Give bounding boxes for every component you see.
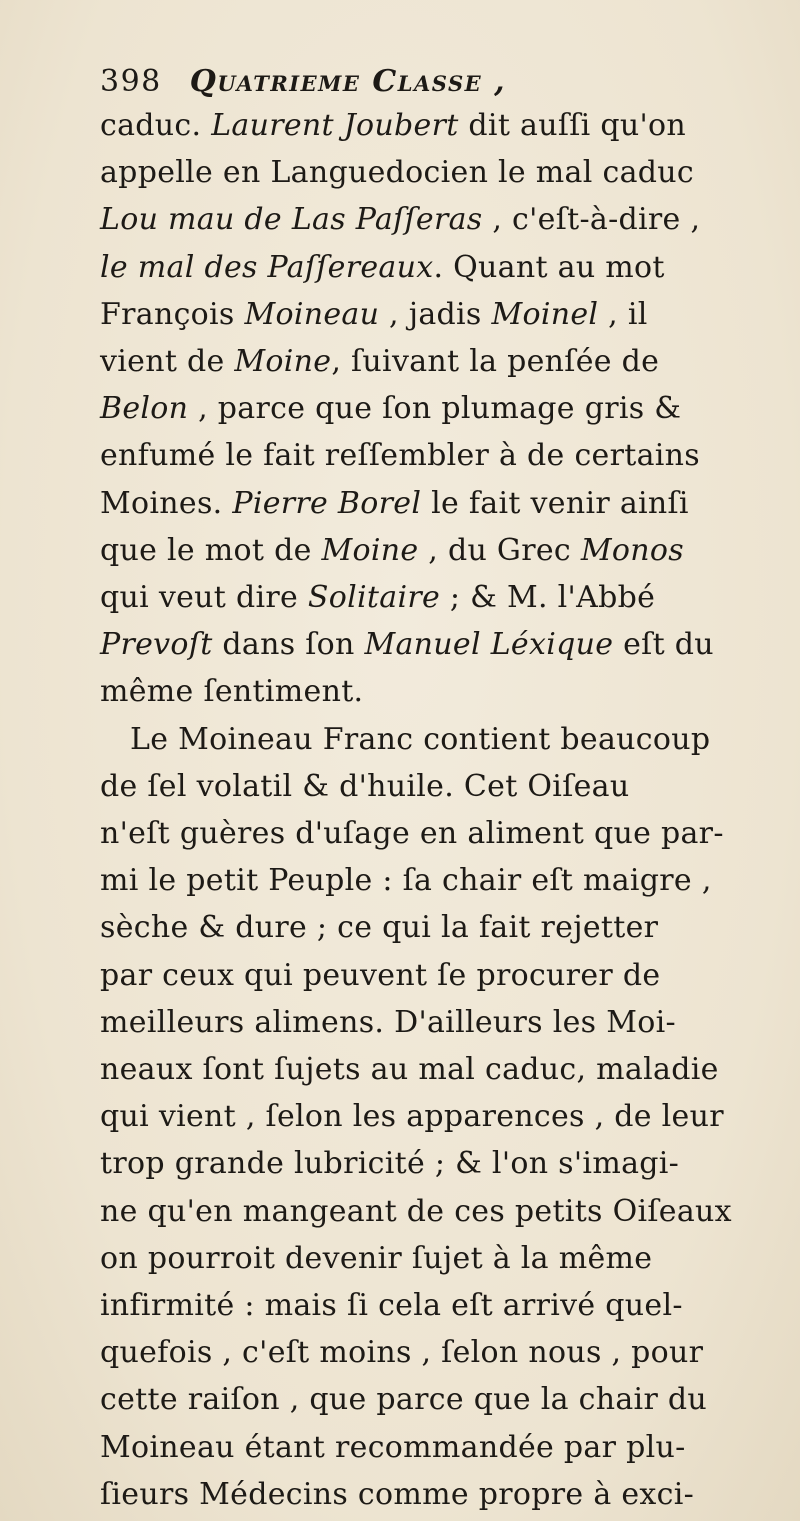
text-line xyxy=(100,861,712,901)
running-head-title: Quatrieme Classe , xyxy=(189,64,507,99)
text-run: ſieurs Médecins comme propre à exci- xyxy=(100,1476,695,1512)
text-line xyxy=(100,248,665,288)
text-run: n'eſt guères d'uſage en aliment que par- xyxy=(100,816,724,851)
text-line xyxy=(100,484,689,524)
italic-text: Moine xyxy=(321,532,419,568)
text-line xyxy=(100,1192,732,1232)
text-line xyxy=(100,106,686,146)
text-run: , ſuivant la penſée de xyxy=(331,344,660,379)
text-line xyxy=(100,295,648,335)
text-line xyxy=(100,436,700,476)
italic-text: Moineau xyxy=(244,296,380,332)
running-head xyxy=(100,62,506,102)
text-run: dans ſon xyxy=(212,627,365,663)
text-run: cette raiſon , que parce que la chair du xyxy=(100,1382,708,1418)
text-run: de ſel volatil & d'huile. Cet Oiſeau xyxy=(100,768,630,804)
text-run: Le Moineau Franc contient beaucoup xyxy=(130,721,711,757)
italic-text: Moine xyxy=(234,344,332,379)
text-run: ; & M. l'Abbé xyxy=(440,580,656,615)
text-run: mi le petit Peuple : ſa chair eſt maigre , xyxy=(100,863,712,899)
text-line xyxy=(100,1097,724,1137)
text-line xyxy=(100,342,659,382)
text-run: quefois , c'eſt moins , ſelon nous , pour xyxy=(100,1335,704,1371)
text-run: François xyxy=(100,296,245,332)
text-line xyxy=(100,531,684,571)
text-line xyxy=(100,956,660,996)
text-run: ne qu'en mangeant de ces petits Oiſeaux xyxy=(100,1193,732,1229)
text-line xyxy=(100,814,724,854)
text-line xyxy=(100,1144,679,1184)
text-run: , jadis xyxy=(379,296,492,332)
text-line xyxy=(100,1003,676,1043)
text-run: , du Grec xyxy=(418,532,581,568)
text-line xyxy=(100,1286,683,1326)
text-line xyxy=(100,200,700,240)
text-run: qui vient , ſelon les apparences , de leur xyxy=(100,1099,724,1135)
text-run: caduc. xyxy=(100,108,212,143)
italic-text: Laurent Joubert xyxy=(211,108,459,143)
text-run: infirmité : mais ſi cela eſt arrivé quel- xyxy=(100,1288,683,1323)
text-line xyxy=(100,153,694,193)
text-run: le fait venir ainſi xyxy=(421,485,689,521)
text-line xyxy=(100,1239,652,1279)
text-run: eſt du xyxy=(613,627,714,663)
page-number: 398 xyxy=(100,64,162,99)
text-run: vient de xyxy=(100,344,235,379)
text-run: enfumé le fait reſſembler à de certains xyxy=(100,438,700,474)
text-line xyxy=(100,1380,707,1420)
text-run: , c'eſt-à-dire , xyxy=(482,202,701,238)
text-line xyxy=(100,767,629,807)
text-run: neaux ſont ſujets au mal caduc, maladie xyxy=(100,1052,719,1087)
text-run: appelle en Languedocien le mal caduc xyxy=(100,155,694,191)
text-line xyxy=(100,1050,719,1090)
italic-text: Monos xyxy=(580,532,684,568)
text-run: Moines. xyxy=(100,485,233,521)
text-run: qui veut dire xyxy=(100,580,308,615)
italic-text: Lou mau de Las Paſſeras xyxy=(100,202,483,238)
italic-text: Moinel xyxy=(491,296,599,332)
italic-text: le mal des Paſſereaux xyxy=(100,249,434,285)
italic-text: Pierre Borel xyxy=(232,485,422,521)
text-run: on pourroit devenir ſujet à la même xyxy=(100,1240,653,1276)
text-line xyxy=(100,1428,686,1468)
text-line xyxy=(100,578,655,618)
text-run: , parce que ſon plumage gris & xyxy=(188,391,682,427)
text-run: , il xyxy=(598,296,648,332)
text-line xyxy=(100,389,681,429)
text-line xyxy=(100,1333,703,1373)
text-run: meilleurs alimens. D'ailleurs les Moi- xyxy=(100,1004,676,1040)
text-line xyxy=(100,672,363,712)
text-run: dit auſſi qu'on xyxy=(458,108,687,143)
text-line xyxy=(100,1475,694,1515)
italic-text: Manuel Léxique xyxy=(364,627,614,663)
text-run: par ceux qui peuvent ſe procurer de xyxy=(100,957,661,993)
italic-text: Solitaire xyxy=(307,580,441,615)
text-run: même ſentiment. xyxy=(100,674,364,710)
text-line xyxy=(100,625,714,665)
text-run: sèche & dure ; ce qui la fait rejetter xyxy=(100,910,659,946)
text-run: trop grande lubricité ; & l'on s'imagi- xyxy=(100,1146,680,1182)
text-run: . Quant au mot xyxy=(433,249,665,285)
italic-text: Prevoſt xyxy=(100,627,213,663)
text-line xyxy=(100,720,710,760)
text-run: Moineau étant recommandée par plu- xyxy=(100,1429,686,1465)
italic-text: Belon xyxy=(100,391,189,427)
text-run: que le mot de xyxy=(100,532,322,568)
text-line xyxy=(100,908,658,948)
